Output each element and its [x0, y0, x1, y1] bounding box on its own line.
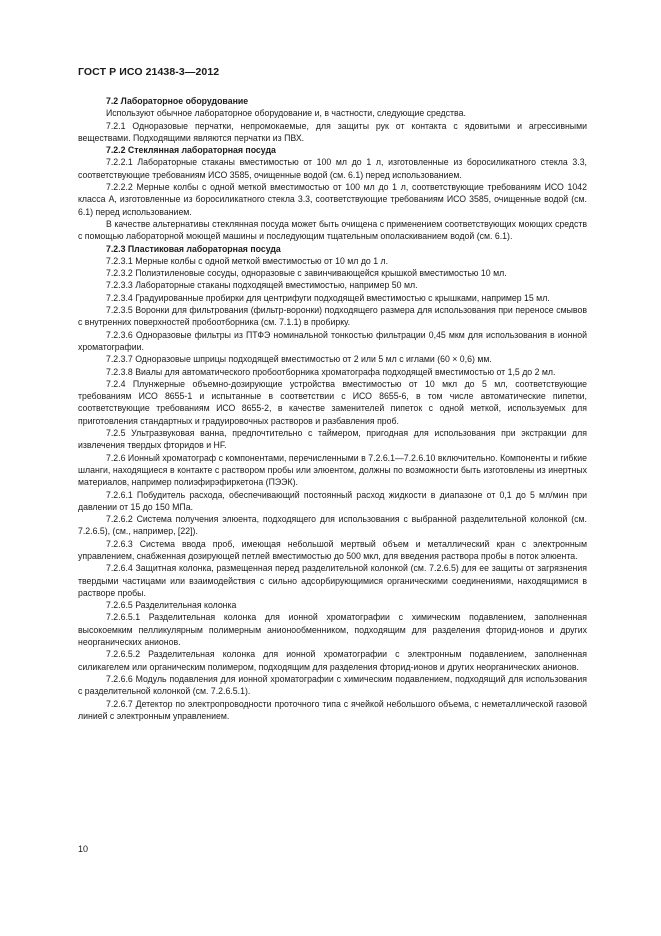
- paragraph: 7.2.3.4 Градуированные пробирки для центрифуги подходящей вместимостью с крышками, например 15 мл.: [106, 292, 550, 303]
- paragraph: 7.2.6.6 Модуль подавления для ионной хроматографии с химическим подавлением, подходящий для использования с разделительной колонкой (см. 7.2.6.5.1).: [78, 673, 587, 697]
- section-heading: 7.2 Лабораторное оборудование: [106, 96, 249, 106]
- paragraph: 7.2.6.4 Защитная колонка, размещенная перед разделительной колонкой (см. 7.2.6.5) для ее защиты от загрязнения твердыми частицами или взаимодействия с сильно адсорбирующимися органическими соединениями, находящимися в растворе пробы.: [78, 563, 587, 598]
- paragraph: 7.2.3.5 Воронки для фильтрования (фильтр-воронки) подходящего размера для использования при переносе смывов с внутренних поверхностей пробоотборника (см. 7.1.1) в пробирку.: [78, 305, 587, 328]
- subsection-heading: 7.2.2 Стеклянная лабораторная посуда: [106, 145, 276, 156]
- paragraph: В качестве альтернативы стеклянная посуда может быть очищена с применением соответствующих моющих средств с помощью лабораторной моющей машины и последующим тщательным ополаскиванием водой (см. 6.1).: [78, 218, 587, 242]
- document-header: ГОСТ Р ИСО 21438-3—2012: [78, 66, 220, 78]
- paragraph: 7.2.5 Ультразвуковая ванна, предпочтительно с таймером, пригодная для использования при экстракции для извлечения твердых фторидов и HF.: [78, 428, 587, 451]
- paragraph: 7.2.2.1 Лабораторные стаканы вместимостью от 100 мл до 1 л, изготовленные из боросиликатного стекла 3.3, соответствующие требованиям ИСО 3585, очищенные водой (см. 6.1) перед использованием.: [78, 157, 587, 180]
- paragraph: 7.2.3.8 Виалы для автоматического пробоотборника хроматографа подходящей вместимостью от 1,5 до 2 мл.: [106, 366, 556, 377]
- paragraph: 7.2.6.2 Система получения элюента, подходящего для использования с выбранной разделительной колонкой (см. 7.2.6.5), (см., например, [22]).: [78, 514, 587, 537]
- paragraph: 7.2.6.3 Система ввода проб, имеющая небольшой мертвый объем и металлический кран с электронным управлением, снабженная дозирующей петлей вместимостью до 500 мкл, для введения раствора пробы в поток элюента.: [78, 538, 587, 561]
- paragraph: 7.2.3.3 Лабораторные стаканы подходящей вместимостью, например 50 мл.: [106, 280, 418, 291]
- document-body: [78, 95, 587, 722]
- paragraph: 7.2.6.5 Разделительная колонка: [106, 600, 237, 611]
- paragraph: 7.2.6.5.2 Разделительная колонка для ионной хроматографии с электронным подавлением, заполненная силикагелем или органическим полимером, подходящим для разделения фторид-ионов и других неорганических анионов.: [78, 649, 587, 672]
- paragraph: 7.2.3.7 Одноразовые шприцы подходящей вместимостью от 2 или 5 мл с иглами (60 × 0,6) мм.: [106, 354, 492, 365]
- paragraph: 7.2.6 Ионный хроматограф с компонентами, перечисленными в 7.2.6.1—7.2.6.10 включительно. Компоненты и гибкие шланги, находящиеся в контакте с раствором пробы или элюентом, должны по возможности быть изготовлены из инертных материалов, например полиэфирэфиркетона (ПЭЭК).: [78, 452, 587, 488]
- paragraph: 7.2.3.6 Одноразовые фильтры из ПТФЭ номинальной тонкостью фильтрации 0,45 мкм для использования в ионной хроматографии.: [78, 329, 587, 352]
- paragraph: 7.2.3.2 Полиэтиленовые сосуды, одноразовые с завинчивающейся крышкой вместимостью 10 мл.: [106, 268, 507, 279]
- paragraph: 7.2.6.7 Детектор по электропроводности проточного типа с ячейкой небольшого объема, с неметаллической газовой линией с электронным управлением.: [78, 698, 587, 721]
- paragraph: 7.2.1 Одноразовые перчатки, непромокаемые, для защиты рук от контакта с ядовитыми и агрессивными веществами. Подходящими являются перчатки из ПВХ.: [78, 120, 587, 143]
- paragraph: 7.2.6.5.1 Разделительная колонка для ионной хроматографии с химическим подавлением, заполненная высокоемким пелликулярным полимерным анионообменником, подходящим для разделения фторид-ионов и других неорганических анионов.: [78, 612, 587, 648]
- paragraph: 7.2.6.1 Побудитель расхода, обеспечивающий постоянный расход жидкости в диапазоне от 0,1 до 5 мл/мин при давлении от 15 до 150 МПа.: [78, 489, 587, 512]
- subsection-heading: 7.2.3 Пластиковая лабораторная посуда: [106, 243, 281, 254]
- page-number: 10: [78, 844, 89, 854]
- paragraph: 7.2.4 Плунжерные объемно-дозирующие устройства вместимостью от 10 мкл до 5 мл, соответствующие требованиям ИСО 8655-1 и испытанные в соответствии с ИСО 8655-6, в том числе автоматические пипетки, соответствующие требованиям ИСО 8655-2, в качестве заменителей пипеток с одной меткой, используемых для приготовления стандартных и градуировочных растворов и разбавления проб.: [78, 378, 587, 426]
- paragraph: 7.2.2.2 Мерные колбы с одной меткой вместимостью от 100 мл до 1 л, соответствующие требованиям ИСО 1042 класса А, изготовленные из боросиликатного стекла 3.3, соответствующие требованиям ИСО 3585, очищенные водой (см. 6.1) перед использованием.: [78, 182, 587, 217]
- paragraph: Используют обычное лабораторное оборудование и, в частности, следующие средства.: [106, 108, 466, 119]
- paragraph: 7.2.3.1 Мерные колбы с одной меткой вместимостью от 10 мл до 1 л.: [106, 255, 389, 266]
